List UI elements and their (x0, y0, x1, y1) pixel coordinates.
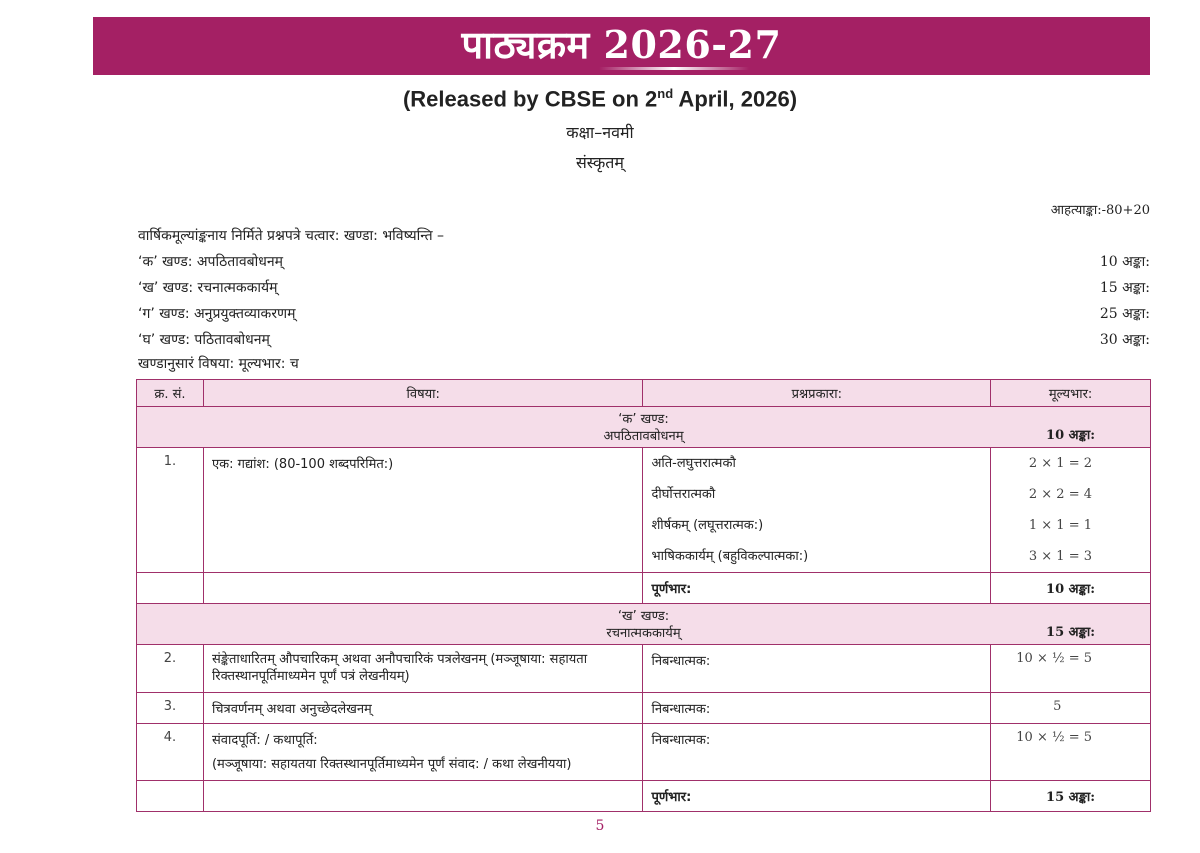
release-prefix: (Released by CBSE on 2 (402, 86, 658, 112)
row-types-cell (643, 448, 991, 573)
subject-label: संस्कृतम् (575, 153, 625, 172)
table-row (137, 693, 1151, 724)
section-title-kha: ‘ख’ खण्ड: (617, 609, 670, 624)
section-cell-ka (137, 407, 1151, 448)
summary-marks-gha: 30 अङ्का: (1099, 332, 1150, 348)
total-label: पूर्णभार: (643, 781, 991, 812)
header-serial: क्र. सं. (137, 380, 204, 407)
empty-cell (137, 573, 204, 604)
section-marks-ka: 10 अङ्का: (1046, 428, 1095, 443)
total-row-ka (137, 573, 1151, 604)
summary-section-gha: ‘घ’ खण्ड: पठितावबोधनम् (138, 332, 270, 348)
summary-marks-ka: 10 अङ्का: (1099, 254, 1150, 270)
row-number: 1. (137, 448, 204, 573)
page-title: पाठ्यक्रम 2026-27 (461, 22, 782, 67)
row-number: 3. (137, 693, 204, 724)
row-number: 2. (137, 645, 204, 693)
table-row (137, 724, 1151, 781)
section-row-kha (137, 604, 1151, 645)
section-cell-kha (137, 604, 1151, 645)
summary-section-ka: ‘क’ खण्ड: अपठितावबोधनम् (138, 254, 284, 270)
header-banner (93, 17, 1150, 75)
header-topics: विषया: (203, 380, 643, 407)
marks-value: 3 × 1 = 3 (1028, 549, 1092, 564)
header-question-types: प्रश्नप्रकारा: (643, 380, 991, 407)
row-marks: 10 × ½ = 5 (991, 645, 1151, 693)
marks-value: 1 × 1 = 1 (1028, 518, 1092, 533)
syllabus-table (136, 379, 1151, 812)
total-label: पूर्णभार: (643, 573, 991, 604)
row-number: 4. (137, 724, 204, 781)
row-type: निबन्धात्मक: (643, 693, 991, 724)
release-suffix: April, 2026) (673, 86, 798, 112)
row-marks: 10 × ½ = 5 (991, 724, 1151, 781)
class-label: कक्षा–नवमी (566, 123, 634, 142)
row-topic: संवादपूर्ति: / कथापूर्ति: (211, 733, 318, 748)
empty-cell (203, 573, 643, 604)
marks-value: 2 × 2 = 4 (1028, 487, 1092, 502)
section-title-ka: ‘क’ खण्ड: (618, 412, 669, 427)
section-heading-ka (137, 407, 1150, 445)
section-row-ka (137, 407, 1151, 448)
section-marks-kha: 15 अङ्का: (1046, 625, 1095, 640)
section-heading-kha (137, 604, 1150, 642)
intro-text: वार्षिकमूल्यांङ्कनाय निर्मिते प्रश्नपत्रे चत्वार: खण्डा: भविष्यन्ति – (138, 228, 445, 244)
question-type: अति-लघुत्तरात्मकौ (651, 456, 736, 471)
row-topic: संङ्केताधारितम् औपचारिकम् अथवा अनौपचारिकं पत्रलेखनम् (मञ्जूषाया: सहायता रिक्तस्थानपूर्तिमाध्यमेन पूर्णं पत्रं लेखनीयम्) (203, 645, 643, 693)
empty-cell (203, 781, 643, 812)
row-type: निबन्धात्मक: (643, 724, 991, 781)
row-marks-cell (991, 448, 1151, 573)
row-topic-cell (203, 724, 643, 781)
question-type: दीर्घोत्तरात्मकौ (651, 487, 716, 502)
page-number: 5 (595, 818, 605, 834)
row-topic: एक: गद्यांश: (80-100 शब्दपरिमित:) (203, 448, 643, 573)
summary-section-ga: ‘ग’ खण्ड: अनुप्रयुक्तव्याकरणम् (138, 306, 296, 322)
row-topic: चित्रवर्णनम् अथवा अनुच्छेदलेखनम् (203, 693, 643, 724)
question-type: भाषिककार्यम् (बहुविकल्पात्मका:) (651, 549, 809, 564)
distribution-intro: खण्डानुसारं विषया: मूल्यभार: च (138, 356, 299, 372)
summary-marks-kha: 15 अङ्का: (1099, 280, 1150, 296)
release-note (0, 86, 1200, 112)
release-sup: nd (657, 86, 674, 101)
summary-section-kha: ‘ख’ खण्ड: रचनात्मककार्यम् (138, 280, 278, 296)
header-marks: मूल्यभार: (991, 380, 1151, 407)
question-type: शीर्षकम् (लघूत्तरात्मक:) (651, 518, 764, 533)
section-name-kha: रचनात्मककार्यम् (606, 626, 681, 641)
total-marks: 10 अङ्का: (991, 573, 1151, 604)
table-header-row (137, 380, 1151, 407)
total-marks-label: आहत्याङ्का:-80+20 (1050, 203, 1150, 218)
empty-cell (137, 781, 204, 812)
row-type: निबन्धात्मक: (643, 645, 991, 693)
title-underline (599, 67, 749, 70)
row-topic-note: (मञ्जूषाया: सहायतया रिक्तस्थानपूर्तिमाध्यमेन पूर्णं संवाद: / कथा लेखनीयया) (211, 757, 572, 772)
section-name-ka: अपठितावबोधनम् (603, 429, 684, 444)
table-row (137, 448, 1151, 573)
summary-marks-ga: 25 अङ्का: (1099, 306, 1150, 322)
total-marks: 15 अङ्का: (991, 781, 1151, 812)
row-marks: 5 (991, 693, 1151, 724)
marks-value: 2 × 1 = 2 (1028, 456, 1092, 471)
table-row (137, 645, 1151, 693)
total-row-kha (137, 781, 1151, 812)
